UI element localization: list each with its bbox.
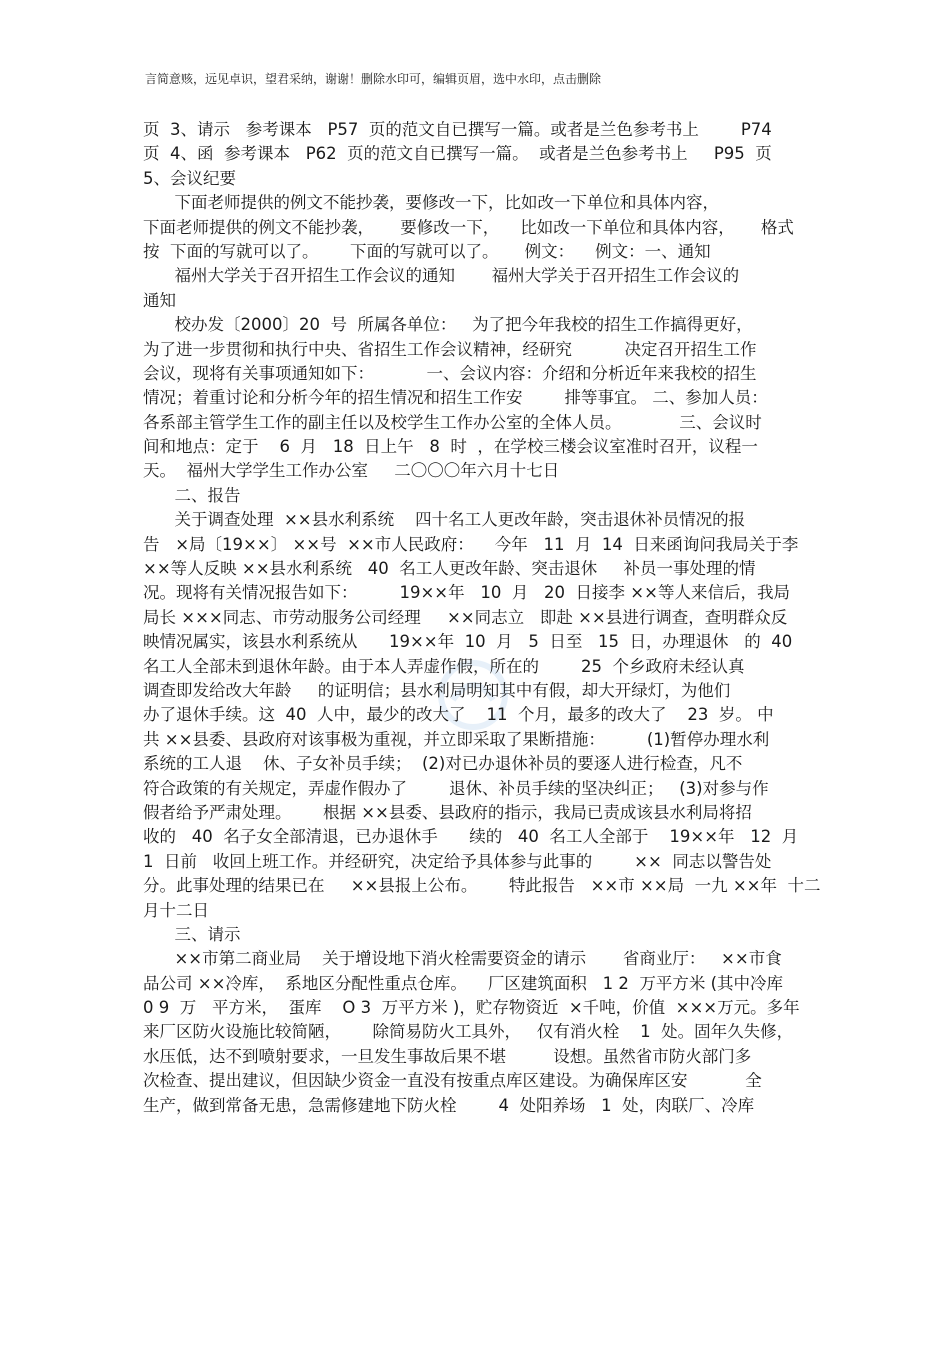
text-line: 校办发〔2000〕20 号 所属各单位： 为了把今年我校的招生工作搞得更好， (143, 315, 753, 335)
text-line: 月十二日 (143, 900, 209, 920)
text-line: 次检查、提出建议，但因缺少资金一直没有按重点库区建设。为确保库区安 全 (143, 1071, 762, 1091)
text-line: 关于调查处理 ××县水利系统 四十名工人更改年龄，突击退休补员情况的报 (143, 510, 746, 530)
text-line: 三、请示 (143, 924, 241, 944)
text-line: 生产，做到常备无患，急需修建地下防火栓 4 处阳养场 1 处，肉联厂、冷库 (143, 1095, 755, 1115)
text-line: 局长 ×××同志、市劳动服务公司经理 ××同志立 即赴 ××县进行调查，查明群众反 (143, 607, 788, 627)
text-line: 映情况属实，该县水利系统从 19××年 10 月 5 日至 15 日，办理退休 的 40 (143, 632, 793, 652)
text-line: 来厂区防火设施比较简陋， 除简易防火工具外， 仅有消火栓 1 处。固年久失修， (143, 1022, 794, 1042)
text-line: 页 3、请示 参考课本 P57 页的范文自已撰写一篇。或者是兰色参考书上 P74 (143, 120, 772, 139)
text-line: 通知 (143, 290, 176, 310)
text-line: 1 日前 收回上班工作。并经研究，决定给予具体参与此事的 ×× 同志以警告处 (143, 851, 772, 871)
text-line: 告 ×局〔19××〕 ××号 ××市人民政府： 今年 11 月 14 日来函询问我局关于李 (143, 534, 799, 554)
text-line: 5、会议纪要 (143, 168, 236, 188)
text-line: 按 下面的写就可以了。 下面的写就可以了。 例文： 例文：一、通知 (143, 241, 711, 261)
text-line: 名工人全部未到退休年龄。由于本人弄虚作假，所在的 25 个乡政府未经认真 (143, 656, 745, 676)
text-line: 下面老师提供的例文不能抄袭， 要修改一下， 比如改一下单位和具体内容， 格式 (143, 217, 794, 237)
document-body (143, 118, 821, 1118)
text-line: 页 4、函 参考课本 P62 页的范文自已撰写一篇。 或者是兰色参考书上 P95 页 (143, 144, 772, 164)
text-line: 会议，现将有关事项通知如下： 一、会议内容：介绍和分析近年来我校的招生 (143, 363, 757, 383)
text-line: 品公司 ××冷库， 系地区分配性重点仓库。 厂区建筑面积 1 2 万平方米 (其中冷库 (143, 973, 784, 993)
text-line: 福州大学关于召开招生工作会议的通知 福州大学关于召开招生工作会议的 (143, 266, 740, 286)
text-line: ××市第二商业局 关于增设地下消火栓需要资金的请示 省商业厅： ××市食 (143, 949, 782, 969)
text-line: 天。 福州大学学生工作办公室 二〇〇〇年六月十七日 (143, 461, 560, 481)
header-note: 言简意赅，远见卓识，望君采纳，谢谢！删除水印可，编辑页眉，选中水印，点击删除 (145, 72, 602, 86)
text-line: 收的 40 名子女全部清退，已办退休手 续的 40 名工人全部于 19××年 12 月 (143, 827, 799, 847)
text-line: 情况；着重讨论和分析今年的招生情况和招生工作安 排等事宜。 二、参加人员： (143, 388, 768, 408)
text-line: 水压低，达不到喷射要求，一旦发生事故后果不堪 设想。虽然省市防火部门多 (143, 1046, 752, 1066)
text-line: 系统的工人退 休、子女补员手续； (2)对已办退休补员的要逐人进行检查，凡不 (143, 754, 743, 774)
text-line: 间和地点：定于 6 月 18 日上午 8 时 ，在学校三楼会议室准时召开，议程一 (143, 437, 758, 457)
text-line: 为了进一步贯彻和执行中央、省招生工作会议精神，经研究 决定召开招生工作 (143, 339, 757, 359)
text-line: 各系部主管学生工作的副主任以及校学生工作办公室的全体人员。 三、会议时 (143, 412, 762, 432)
text-line: 符合政策的有关规定，弄虚作假办了 退休、补员手续的坚决纠正； (3)对参与作 (143, 778, 769, 798)
text-line: 下面老师提供的例文不能抄袭，要修改一下，比如改一下单位和具体内容， (143, 193, 719, 213)
text-line: 二、报告 (143, 485, 241, 505)
text-line: 分。此事处理的结果已在 ××县报上公布。 特此报告 ××市 ××局 一九 ××年 十二 (143, 876, 821, 896)
text-line: 况。现将有关情况报告如下： 19××年 10 月 20 日接李 ××等人来信后，我局 (143, 583, 790, 603)
text-line: 假者给予严肃处理。 根据 ××县委、县政府的指示，我局已责成该县水利局将招 (143, 802, 752, 822)
text-line: ××等人反映 ××县水利系统 40 名工人更改年龄、突击退休 补员一事处理的情 (143, 559, 756, 579)
text-line: 办了退休手续。这 40 人中，最少的改大了 11 个月，最多的改大了 23 岁。 中 (143, 705, 774, 725)
text-line: 0 9 万 平方米， 蛋库 O 3 万平方米 )，贮存物资近 ×千吨，价值 ×××万元。多年 (143, 998, 800, 1018)
text-line: 调查即发给改大年龄 的证明信；县水利局明知其中有假，却大开绿灯，为他们 (143, 680, 731, 700)
text-line: 共 ××县委、县政府对该事极为重视，并立即采取了果断措施： (1)暂停办理水利 (143, 729, 770, 749)
